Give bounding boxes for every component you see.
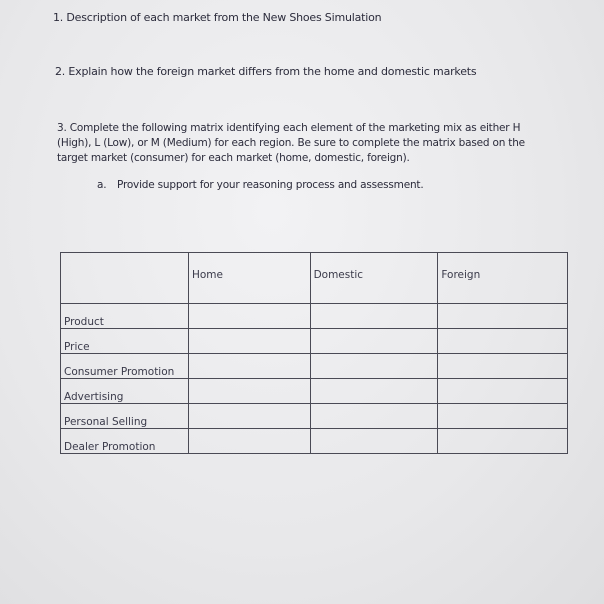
row-label: Dealer Promotion — [61, 429, 189, 454]
matrix-row-personal-selling — [61, 404, 568, 429]
row-label: Advertising — [61, 379, 189, 404]
matrix-row-advertising — [61, 379, 568, 404]
question-2: 2. Explain how the foreign market differs from the home and domestic markets — [55, 65, 477, 78]
cell-home[interactable] — [188, 304, 310, 329]
row-label: Personal Selling — [61, 404, 189, 429]
question-3: 3. Complete the following matrix identifying each element of the marketing mix as either H (High), L (Low), or M (Medium) for each region. Be sure to complete the matrix based on the target market (consumer) for each market (home, domestic, foreign). — [57, 122, 525, 164]
subquestion-letter: a. — [97, 179, 107, 191]
cell-domestic[interactable] — [310, 429, 438, 454]
question-1: 1. Description of each market from the New Shoes Simulation — [53, 11, 382, 24]
cell-foreign[interactable] — [438, 304, 568, 329]
matrix-header-row — [61, 253, 568, 304]
cell-home[interactable] — [188, 379, 310, 404]
subquestion-text: Provide support for your reasoning process and assessment. — [117, 179, 424, 191]
cell-foreign[interactable] — [438, 429, 568, 454]
row-label: Product — [61, 304, 189, 329]
cell-home[interactable] — [188, 329, 310, 354]
matrix-row-price — [61, 329, 568, 354]
row-label: Consumer Promotion — [61, 354, 189, 379]
row-label: Price — [61, 329, 189, 354]
cell-home[interactable] — [188, 404, 310, 429]
cell-domestic[interactable] — [310, 404, 438, 429]
matrix-row-product — [61, 304, 568, 329]
cell-home[interactable] — [188, 354, 310, 379]
marketing-mix-matrix — [60, 252, 568, 454]
cell-foreign[interactable] — [438, 404, 568, 429]
cell-home[interactable] — [188, 429, 310, 454]
matrix-header-blank — [61, 253, 189, 304]
cell-foreign[interactable] — [438, 329, 568, 354]
cell-domestic[interactable] — [310, 354, 438, 379]
cell-domestic[interactable] — [310, 304, 438, 329]
cell-foreign[interactable] — [438, 354, 568, 379]
cell-domestic[interactable] — [310, 379, 438, 404]
matrix-header-foreign: Foreign — [438, 253, 568, 304]
subquestion-a — [97, 178, 423, 193]
cell-foreign[interactable] — [438, 379, 568, 404]
cell-domestic[interactable] — [310, 329, 438, 354]
matrix-row-consumer-promotion — [61, 354, 568, 379]
matrix-header-home: Home — [188, 253, 310, 304]
matrix-header-domestic: Domestic — [310, 253, 438, 304]
matrix-row-dealer-promotion — [61, 429, 568, 454]
